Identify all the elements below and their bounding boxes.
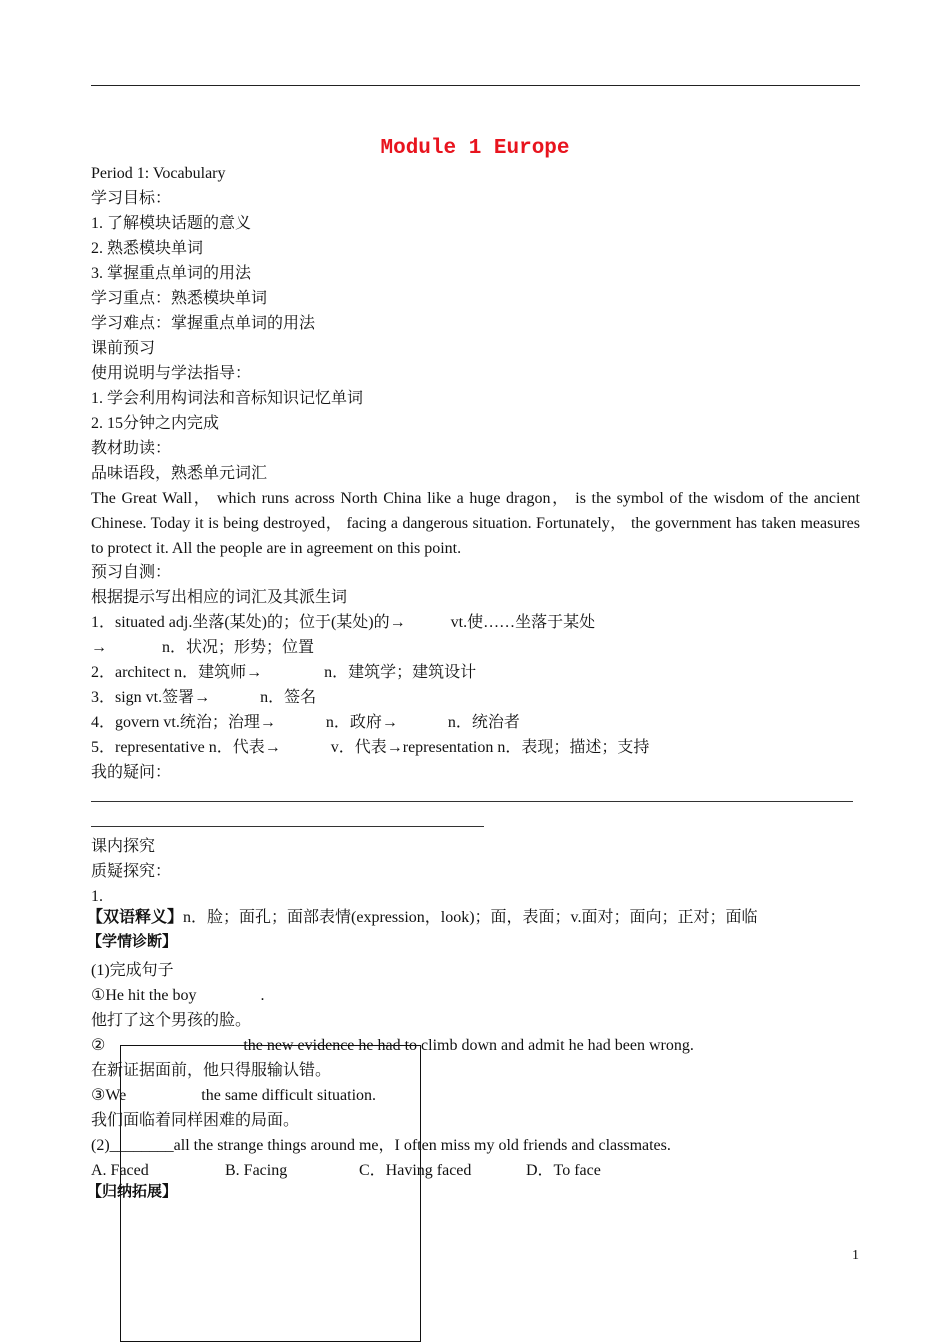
mc-question: (2)________all the strange things around me，I often miss my old friends and classmates. (91, 1137, 671, 1154)
option-c[interactable]: C．Having faced (359, 1162, 472, 1179)
sentence-text: ①He hit the boy (91, 987, 197, 1004)
sentence-text: the same difficult situation. (201, 1087, 377, 1104)
bilingual-label: 【双语释义】 (87, 909, 184, 926)
vocab-text: → (91, 639, 107, 656)
sentence-3-translation: 我们面临着同样困难的局面。 (91, 1112, 300, 1129)
textbook-subheading: 品味语段，熟悉单元词汇 (91, 465, 268, 482)
question-answer-line[interactable] (91, 801, 853, 802)
vocab-text: n．状况；形势；位置 (162, 639, 315, 656)
vocab-item-1-continued (91, 638, 314, 658)
vocab-item-3 (91, 688, 316, 708)
bilingual-definition (87, 908, 758, 928)
sentence-2-translation: 在新证据面前，他只得服输认错。 (91, 1062, 332, 1079)
selftest-heading: 预习自测： (91, 564, 172, 581)
vocab-text: n．统治者 (447, 714, 520, 731)
item-number: 1. (91, 888, 103, 905)
difficult-point: 学习难点：掌握重点单词的用法 (91, 315, 316, 332)
selftest-instruction: 根据提示写出相应的词汇及其派生词 (91, 589, 348, 606)
goal-item: 1. 了解模块话题的意义 (91, 215, 252, 232)
vocab-item-1 (91, 613, 595, 633)
vocab-text: 1．situated adj.坐落(某处)的；位于(某处)的→ (91, 614, 406, 631)
inclass-heading: 课内探究 (91, 838, 156, 855)
question-answer-line[interactable] (91, 826, 484, 827)
summary-label: 【归纳拓展】 (87, 1184, 178, 1200)
vocab-item-5 (91, 738, 649, 758)
goal-item: 2. 熟悉模块单词 (91, 240, 204, 257)
vocab-text: vt.使……坐落于某处 (450, 614, 596, 631)
vocab-text: n．建筑学；建筑设计 (324, 664, 477, 681)
vocab-text: n．政府→ (325, 714, 398, 731)
sentence-text: ③We (91, 1087, 127, 1104)
goals-heading: 学习目标： (91, 190, 172, 207)
vocab-item-4 (91, 713, 520, 733)
period-label: Period 1: Vocabulary (91, 165, 226, 182)
inquiry-heading: 质疑探究： (91, 863, 172, 880)
page-number: 1 (852, 1248, 859, 1263)
vocab-text: 2．architect n．建筑师→ (91, 664, 263, 681)
sentence-1 (91, 986, 264, 1006)
vocab-text: v．代表→representation n．表现；描述；支持 (330, 739, 650, 756)
reading-passage: The Great Wall， which runs across North China like a huge dragon， is the symbol of the wisdom of the ancient Chinese. Today it is being destroyed， facing a dangerous situation. Fortunately， the government has taken measures to protect it. All the people are in agreement on this point. (91, 490, 861, 557)
preview-heading: 课前预习 (91, 340, 156, 357)
sentence-1-translation: 他打了这个男孩的脸。 (91, 1012, 252, 1029)
goal-item: 3. 掌握重点单词的用法 (91, 265, 252, 282)
textbook-heading: 教材助读： (91, 440, 172, 457)
vocab-text: 5．representative n．代表→ (91, 739, 281, 756)
page-title: Module 1 Europe (380, 137, 570, 160)
key-point: 学习重点：熟悉模块单词 (91, 290, 268, 307)
sentence-text: . (260, 987, 265, 1004)
header-rule (91, 85, 860, 86)
sentence-text: the new evidence he had to climb down and admit he had been wrong. (243, 1037, 694, 1054)
option-b[interactable]: B. Facing (225, 1162, 288, 1179)
guide-item: 2. 15分钟之内完成 (91, 415, 220, 432)
guide-item: 1. 学会利用构词法和音标知识记忆单词 (91, 390, 364, 407)
option-a[interactable]: A. Faced (91, 1162, 149, 1179)
vocab-item-2 (91, 663, 476, 683)
guide-heading: 使用说明与学法指导： (91, 365, 252, 382)
vocab-text: 3．sign vt.签署→ (91, 689, 211, 706)
overlay-frame (120, 1045, 421, 1342)
vocab-text: n．签名 (260, 689, 317, 706)
questions-heading: 我的疑问： (91, 764, 172, 781)
option-d[interactable]: D．To face (526, 1162, 601, 1179)
sentence-text: ② (91, 1037, 106, 1054)
complete-heading: (1)完成句子 (91, 962, 174, 979)
bilingual-text: n．脸；面孔；面部表情(expression，look)；面，表面；v.面对；面向；正对；面临 (183, 909, 758, 926)
diagnosis-label: 【学情诊断】 (87, 934, 178, 950)
vocab-text: 4．govern vt.统治；治理→ (91, 714, 276, 731)
